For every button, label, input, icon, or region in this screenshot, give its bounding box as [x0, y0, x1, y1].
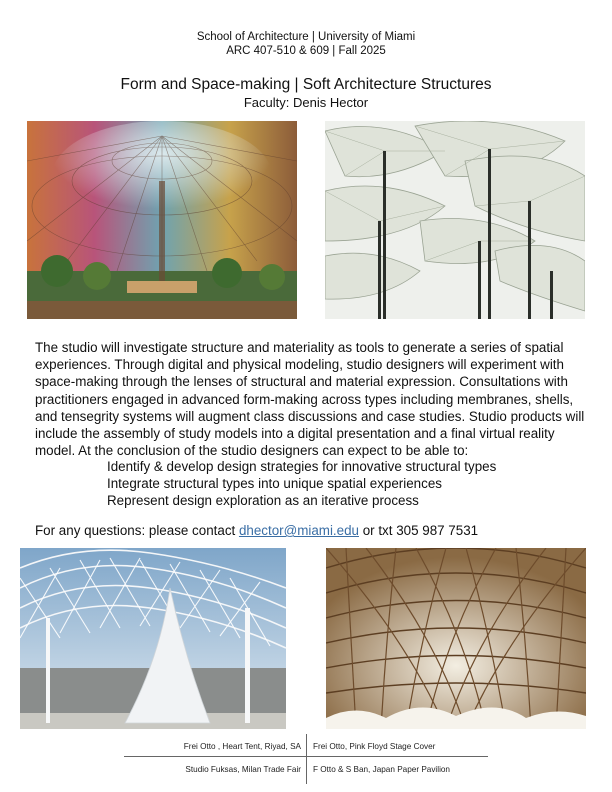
- school-line: School of Architecture | University of Miami: [196, 31, 416, 43]
- caption-divider-vertical: [306, 734, 307, 784]
- contact-line: [35, 523, 478, 538]
- caption-japan-paper-pavilion: F Otto & S Ban, Japan Paper Pavilion: [313, 765, 450, 774]
- contact-prefix: For any questions: please contact: [35, 523, 239, 538]
- pink-floyd-stage-photo: [325, 121, 585, 319]
- contact-email-link[interactable]: dhector@miami.edu: [238, 523, 359, 538]
- heart-tent-photo: [27, 121, 297, 319]
- learning-goals-list: [107, 458, 496, 510]
- caption-pink-floyd-stage: Frei Otto, Pink Floyd Stage Cover: [313, 742, 436, 751]
- faculty-line: Faculty: Denis Hector: [243, 95, 369, 110]
- goal-item: Identify & develop design strategies for innovative structural types: [107, 459, 497, 474]
- contact-phone: or txt 305 987 7531: [358, 523, 479, 538]
- japan-paper-pavilion-photo: [326, 548, 586, 729]
- caption-milan-trade-fair: Studio Fuksas, Milan Trade Fair: [185, 765, 301, 774]
- goal-item: Represent design exploration as an iterative process: [107, 493, 419, 509]
- course-line: ARC 407-510 & 609 | Fall 2025: [226, 45, 386, 57]
- studio-description: The studio will investigate structure and materiality as tools to generate a series of spatial experiences. Through digital and physical modeling, studio designers will experiment with space-making through the lenses of structural and material expression. Consultations with practitioners engaged in advanced form-making across types including membranes, shells, and tensegrity systems will augment class discussions and case studies. Studio products will include the assembly of study models into a digital presentation and a final virtual reality model. At the conclusion of the studio designers can expect to be able to:: [35, 340, 585, 459]
- page-title: Form and Space-making | Soft Architecture Structures: [120, 76, 492, 93]
- goal-item: Integrate structural types into unique spatial experiences: [107, 476, 442, 492]
- milan-trade-fair-photo: [20, 548, 286, 729]
- caption-heart-tent: Frei Otto , Heart Tent, Riyad, SA: [183, 742, 301, 751]
